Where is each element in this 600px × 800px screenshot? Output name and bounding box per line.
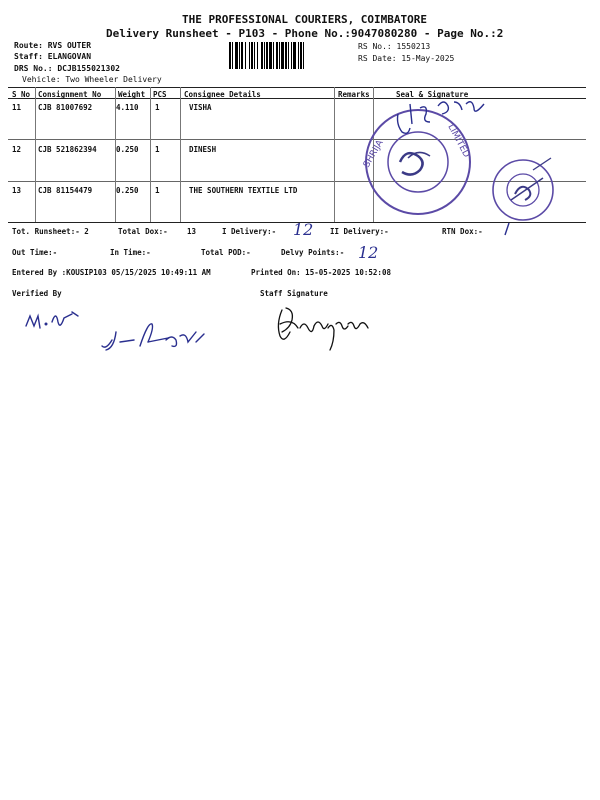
seal-stamps [360, 96, 590, 246]
barcode [229, 42, 350, 69]
rtn-dox-label: RTN Dox:- [442, 227, 483, 236]
row-consignee: DINESH [189, 145, 217, 154]
staff-signature-label: Staff Signature [260, 289, 328, 298]
entered-by: Entered By :KOUSIP103 05/15/2025 10:49:11 AM [12, 268, 211, 277]
rs-number: RS No.: 1550213 [358, 42, 431, 51]
rtn-dox-mark-icon [500, 222, 514, 236]
out-time-label: Out Time:- [12, 248, 58, 257]
header-consignment: Consignment No [38, 90, 102, 99]
col-divider [35, 87, 36, 222]
staff-signature [270, 302, 380, 357]
header-consignee: Consignee Details [184, 90, 261, 99]
svg-text:LIMITED: LIMITED [445, 122, 472, 160]
total-pod-label: Total POD:- [201, 248, 251, 257]
company-seal-icon [362, 110, 471, 214]
col-divider [334, 87, 335, 222]
row-consignee: THE SOUTHERN TEXTILE LTD [189, 186, 298, 195]
row-weight: 4.110 [116, 103, 139, 112]
row-consignee: VISHA [189, 103, 212, 112]
verified-by-label: Verified By [12, 289, 62, 298]
table-top-rule [8, 87, 586, 88]
i-delivery-label: I Delivery:- [222, 227, 277, 236]
row-sno: 12 [12, 145, 22, 154]
header-sno: S No [12, 90, 31, 99]
ii-delivery-label: II Delivery:- [330, 227, 389, 236]
seal-handwriting [398, 102, 485, 134]
staff-label: Staff: ELANGOVAN [14, 52, 92, 61]
header-remarks: Remarks [338, 90, 370, 99]
total-dox-label: Total Dox:- [118, 227, 168, 236]
drs-label: DRS No.: DCJB155021302 [14, 64, 120, 73]
header-pcs: PCS [153, 90, 167, 99]
row-weight: 0.250 [116, 145, 139, 154]
row-consignment: CJB 81154479 [38, 186, 93, 195]
barcode-bar [304, 42, 306, 69]
row-consignment: CJB 81007692 [38, 103, 93, 112]
row-sno: 11 [12, 103, 22, 112]
header-weight: Weight [118, 90, 146, 99]
header-seal: Seal & Signature [396, 90, 469, 99]
row-pcs: 1 [155, 103, 160, 112]
vehicle-label: Vehicle: Two Wheeler Delivery [22, 75, 162, 84]
svg-text:SHRIJA: SHRIJA [361, 138, 386, 170]
total-dox-value: 13 [187, 227, 197, 236]
company-title: THE PROFESSIONAL COURIERS, COIMBATORE [182, 13, 428, 26]
delvy-points-handwritten: 12 [358, 243, 379, 262]
route-label: Route: RVS OUTER [14, 41, 92, 50]
runsheet-title: Delivery Runsheet - P103 - Phone No.:9047080280 - Page No.:2 [106, 27, 504, 40]
row-sno: 13 [12, 186, 22, 195]
tot-runsheet: Tot. Runsheet:- 2 [12, 227, 89, 236]
col-divider [180, 87, 181, 222]
textile-seal-icon [493, 158, 553, 220]
col-divider [150, 87, 151, 222]
verifier-signature [20, 302, 220, 362]
delvy-points-label: Delvy Points:- [281, 248, 345, 257]
in-time-label: In Time:- [110, 248, 151, 257]
rs-date: RS Date: 15-May-2025 [358, 54, 455, 63]
row-pcs: 1 [155, 186, 160, 195]
i-delivery-handwritten: 12 [293, 220, 314, 239]
row-weight: 0.250 [116, 186, 139, 195]
printed-on: Printed On: 15-05-2025 10:52:08 [251, 268, 391, 277]
row-pcs: 1 [155, 145, 160, 154]
row-consignment: CJB 521862394 [38, 145, 97, 154]
